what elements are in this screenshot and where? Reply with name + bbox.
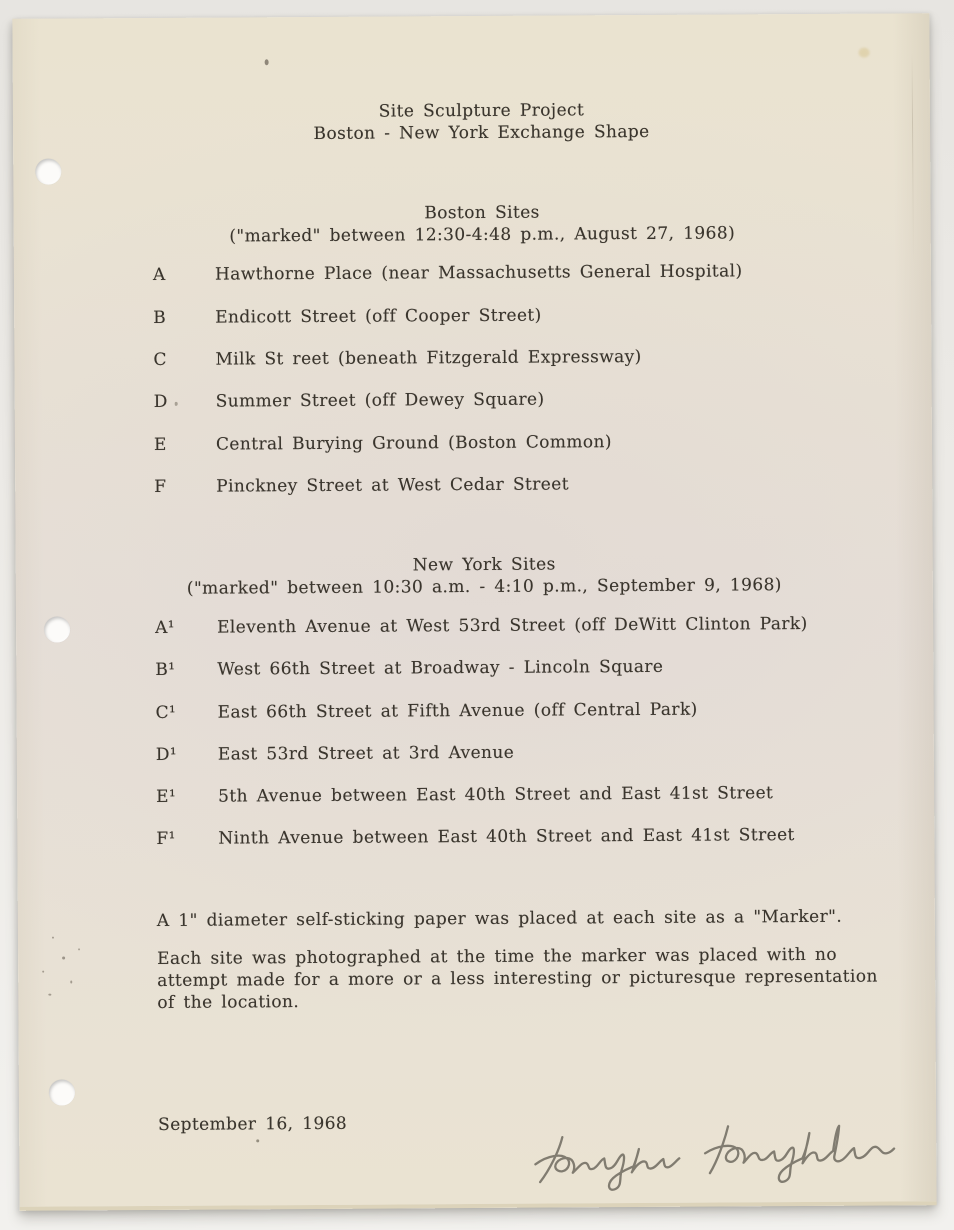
paper-stain (859, 48, 870, 58)
stray-typewriter-mark (175, 402, 178, 406)
boston-site-row-d (154, 389, 545, 413)
site-description: Eleventh Avenue at West 53rd Street (off DeWitt Clinton Park) (217, 613, 808, 638)
site-description: 5th Avenue between East 40th Street and East 41st Street (218, 783, 774, 807)
page-title-line-2: Boston - New York Exchange Shape (313, 121, 650, 144)
boston-site-row-e (154, 431, 612, 456)
boston-site-row-b (153, 305, 542, 329)
site-description: East 66th Street at Fifth Avenue (off Central Park) (217, 699, 698, 723)
site-label: C (153, 349, 167, 370)
new-york-site-row-f1 (156, 824, 794, 850)
site-label: D (153, 391, 168, 412)
new-york-sites-subheading: ("marked" between 10:30 a.m. - 4:10 p.m., September 9, 1968) (186, 575, 782, 599)
punch-hole-middle (44, 616, 70, 642)
punch-hole-top (35, 159, 61, 185)
paper-speck (256, 1139, 259, 1142)
boston-site-row-c (153, 346, 641, 371)
boston-sites-heading: Boston Sites (424, 202, 540, 224)
site-description: Milk St reet (beneath Fitzgerald Expressway) (215, 346, 642, 370)
boston-site-row-f (154, 473, 569, 498)
new-york-site-row-e1 (156, 782, 773, 808)
site-description: Ninth Avenue between East 40th Street and East 41st Street (218, 825, 795, 849)
signature-douglas-huebler (532, 1107, 919, 1211)
signature-drawing (532, 1107, 919, 1211)
new-york-site-row-c1 (156, 699, 698, 724)
paper-speck (42, 971, 44, 973)
site-description: West 66th Street at Broadway - Lincoln Square (217, 656, 664, 680)
site-description: East 53rd Street at 3rd Avenue (217, 742, 515, 765)
paper-speck (70, 980, 72, 983)
marker-statement: A 1" diameter self-sticking paper was placed at each site as a "Marker". (156, 906, 843, 931)
site-label: A¹ (155, 617, 176, 638)
site-description: Hawthorne Place (near Massachusetts General Hospital) (214, 261, 743, 285)
site-label: B¹ (155, 659, 176, 680)
site-label: D¹ (155, 744, 178, 765)
site-description: Summer Street (off Dewey Square) (215, 389, 545, 412)
paper-speck (62, 957, 65, 960)
site-label: E¹ (156, 786, 177, 807)
site-label: B (153, 307, 167, 328)
boston-sites-subheading: ("marked" between 12:30-4:48 p.m., August 27, 1968) (229, 223, 736, 247)
new-york-sites-heading: New York Sites (412, 554, 556, 576)
site-label: E (153, 434, 167, 455)
paper-crease (912, 53, 914, 263)
site-label: F (154, 476, 167, 497)
photograph-statement-line-3: of the location. (157, 992, 300, 1013)
paper-speck (265, 59, 269, 65)
site-label: F¹ (156, 828, 176, 849)
new-york-site-row-d1 (156, 742, 514, 766)
document-date: September 16, 1968 (158, 1113, 348, 1135)
site-description: Central Burying Ground (Boston Common) (215, 432, 612, 455)
page-title-line-1: Site Sculpture Project (378, 100, 585, 122)
new-york-site-row-a1 (155, 613, 808, 639)
boston-site-row-a (153, 260, 743, 286)
punch-hole-bottom (49, 1079, 75, 1105)
paper-speck (78, 948, 80, 950)
site-description: Endicott Street (off Cooper Street) (215, 305, 542, 328)
photograph-statement-line-1: Each site was photographed at the time the marker was placed with no (157, 944, 837, 969)
site-label: A (152, 264, 166, 285)
photograph-statement-line-2: attempt made for a more or a less interesting or picturesque representation (157, 966, 878, 991)
paper-speck (48, 994, 51, 996)
site-description: Pinckney Street at West Cedar Street (216, 474, 569, 497)
site-label: C¹ (155, 702, 177, 723)
scanned-typewritten-page (12, 13, 936, 1211)
new-york-site-row-b1 (155, 656, 663, 681)
paper-speck (52, 937, 54, 939)
